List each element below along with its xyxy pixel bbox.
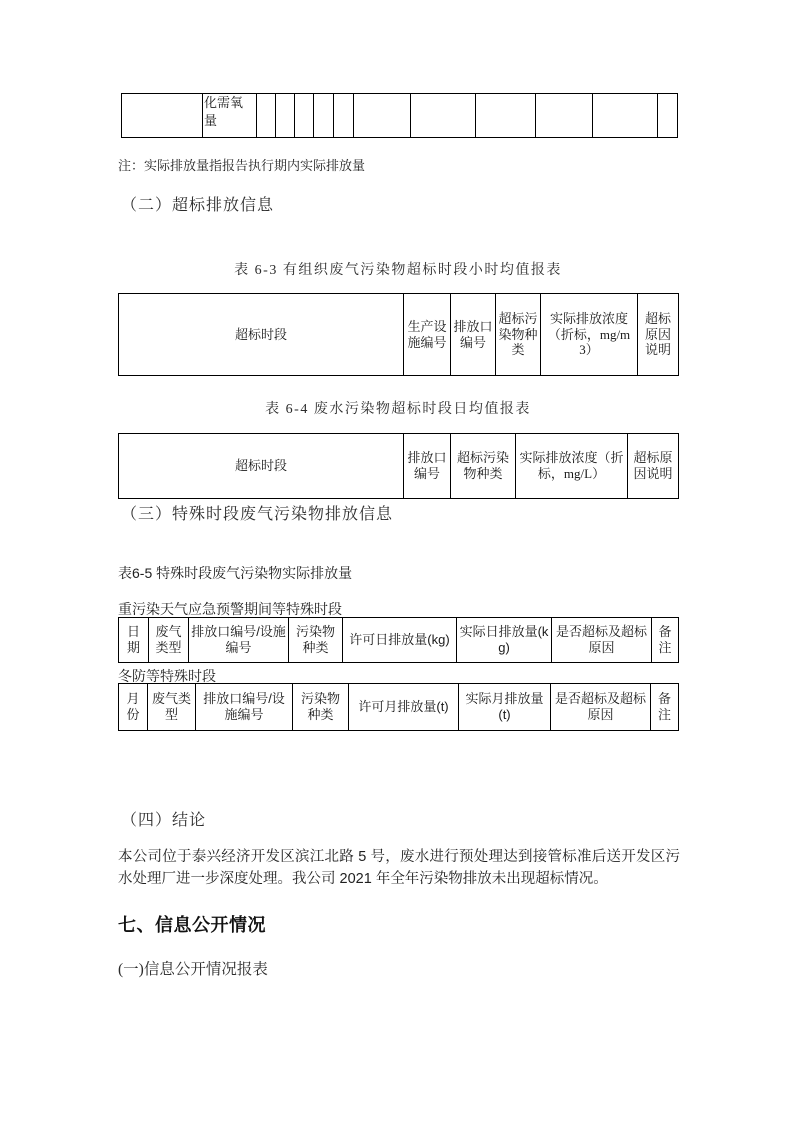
th-outlet-id: 排放口编号	[404, 434, 451, 499]
th-exceed-period: 超标时段	[119, 294, 404, 376]
continuation-table-fragment	[121, 93, 678, 138]
heavy-pollution-period-label: 重污染天气应急预警期间等特殊时段	[118, 601, 342, 617]
actual-emission-note: 注：实际排放量指报告执行期内实际排放量	[118, 158, 366, 173]
conclusion-paragraph: 本公司位于泰兴经济开发区滨江北路 5 号，废水进行预处理达到接管标准后送开发区污水处理厂进一步深度处理。我公司 2021 年全年污染物排放未出现超标情况。	[118, 849, 680, 887]
empty-cell	[593, 94, 658, 138]
th-actual-concentration-mg-l: 实际排放浓度（折标，mg/L）	[516, 434, 628, 499]
th-outlet-id: 排放口编号	[451, 294, 496, 376]
th-gas-type: 废气类型	[149, 618, 189, 663]
th-actual-concentration-mg-m3: 实际排放浓度（折标，mg/m3）	[541, 294, 638, 376]
table-6-4-caption: 表 6-4 废水污染物超标时段日均值报表	[265, 402, 531, 417]
th-outlet-facility-id: 排放口编号/设施编号	[196, 684, 293, 731]
th-pollutant-type: 污染物种类	[289, 618, 343, 663]
table-header-row	[119, 618, 679, 663]
empty-cell	[122, 94, 203, 138]
th-exceed-pollutant-type: 超标污染物种类	[451, 434, 516, 499]
empty-cell	[257, 94, 276, 138]
th-month: 月份	[119, 684, 148, 731]
table-header-row	[119, 294, 679, 376]
th-exceed-reason: 超标原因说明	[628, 434, 679, 499]
th-pollutant-type: 污染物种类	[293, 684, 349, 731]
empty-cell	[354, 94, 411, 138]
th-remark: 备注	[651, 684, 679, 731]
th-remark: 备注	[652, 618, 679, 663]
empty-cell	[536, 94, 593, 138]
table-header-row	[119, 434, 679, 499]
section-2-heading: （二）超标排放信息	[121, 197, 275, 214]
table-6-5-caption: 表6-5 特殊时段废气污染物实际排放量	[118, 565, 353, 581]
th-permitted-monthly-emission-t: 许可月排放量(t)	[349, 684, 459, 731]
table-row	[122, 94, 678, 138]
th-production-facility-id: 生产设施编号	[404, 294, 451, 376]
section-7-heading: 七、信息公开情况	[118, 915, 266, 935]
th-outlet-facility-id: 排放口编号/设施编号	[189, 618, 289, 663]
th-actual-daily-emission-kg: 实际日排放量(kg)	[457, 618, 552, 663]
table-header-row	[119, 684, 679, 731]
th-permitted-daily-emission-kg: 许可日排放量(kg)	[343, 618, 457, 663]
table-6-3-caption: 表 6-3 有组织废气污染物超标时段小时均值报表	[234, 263, 562, 278]
empty-cell	[411, 94, 476, 138]
th-exceed-and-reason: 是否超标及超标原因	[552, 618, 652, 663]
th-actual-monthly-emission-t: 实际月排放量(t)	[459, 684, 551, 731]
empty-cell	[476, 94, 536, 138]
section-3-heading: （三）特殊时段废气污染物排放信息	[121, 506, 394, 523]
empty-cell	[276, 94, 295, 138]
empty-cell	[314, 94, 334, 138]
section-7-1-subheading: (一)信息公开情况报表	[118, 961, 268, 978]
th-gas-type: 废气类型	[148, 684, 196, 731]
th-exceed-period: 超标时段	[119, 434, 404, 499]
table-6-5-winter	[118, 683, 679, 731]
table-6-3	[118, 293, 679, 376]
empty-cell	[658, 94, 678, 138]
table-6-4	[118, 433, 679, 499]
th-exceed-pollutant-type: 超标污染物种类	[496, 294, 541, 376]
th-exceed-reason: 超标原因说明	[638, 294, 679, 376]
empty-cell	[334, 94, 354, 138]
table-6-5-heavy-pollution	[118, 617, 679, 663]
cod-pollutant-cell: 化需氧量	[203, 94, 257, 138]
section-4-heading: （四）结论	[121, 812, 207, 829]
winter-period-label: 冬防等特殊时段	[118, 668, 216, 684]
th-date: 日期	[119, 618, 149, 663]
th-exceed-and-reason: 是否超标及超标原因	[551, 684, 651, 731]
empty-cell	[295, 94, 314, 138]
